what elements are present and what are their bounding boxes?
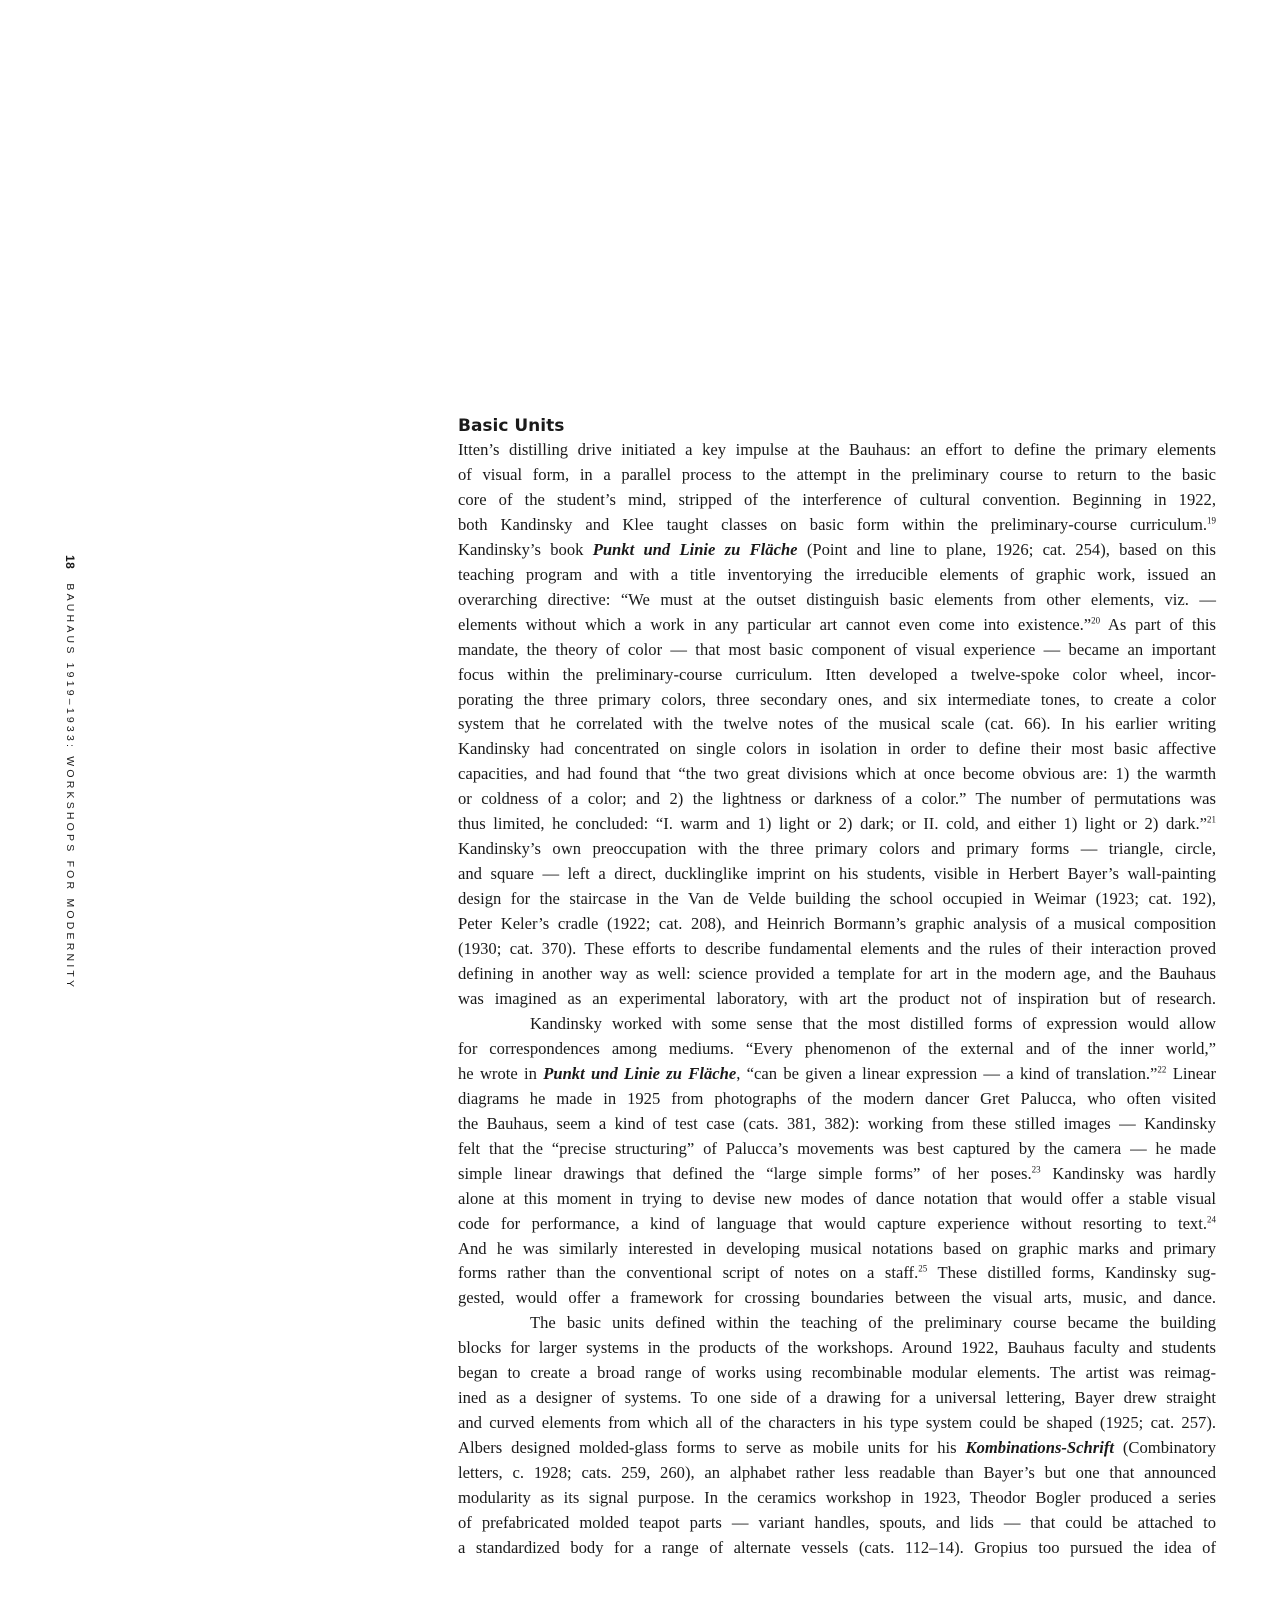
- text-line: gested, would offer a framework for crossing boundaries between the visual arts, music, and dance.: [458, 1288, 1216, 1308]
- text-fragment: elements without which a work in any particular art cannot even come into existence.”: [458, 614, 1092, 634]
- text-line: for correspondences among mediums. “Every phenomenon of the external and of the inner world,”: [458, 1038, 1216, 1058]
- text-line: of prefabricated molded teapot parts — variant handles, spouts, and lids — that could be attached to: [458, 1512, 1216, 1532]
- section-heading: Basic Units: [458, 416, 565, 436]
- text-line: Kandinsky had concentrated on single colors in isolation in order to define their most basic affective: [458, 739, 1216, 759]
- page-number: 18: [63, 555, 77, 570]
- text-line: [458, 1062, 1216, 1087]
- text-line: a standardized body for a range of alternate vessels (cats. 112–14). Gropius too pursued the idea of: [458, 1537, 1216, 1557]
- text-fragment: The basic units defined within the teaching of the preliminary course became the building: [530, 1313, 1216, 1333]
- text-line: overarching directive: “We must at the outset distinguish basic elements from other elements, viz. —: [458, 589, 1216, 609]
- text-fragment: simple linear drawings that defined the “large simple forms” of her poses.: [458, 1163, 1032, 1183]
- paragraph-1: [458, 438, 1216, 1012]
- text-line: system that he correlated with the twelve notes of the musical scale (cat. 66). In his earlier writing: [458, 714, 1216, 734]
- text-fragment: Kandinsky was hardly: [1040, 1163, 1216, 1183]
- text-line: teaching program and with a title inventorying the irreducible elements of graphic work, issued an: [458, 564, 1216, 584]
- footnote-ref: 25: [918, 1263, 928, 1274]
- text-line: letters, c. 1928; cats. 259, 260), an alphabet rather less readable than Bayer’s but one that announced: [458, 1463, 1216, 1483]
- text-line: the Bauhaus, seem a kind of test case (cats. 381, 382): working from these stilled images — Kandinsky: [458, 1113, 1216, 1133]
- text-line: diagrams he made in 1925 from photographs of the modern dancer Gret Palucca, who often visited: [458, 1088, 1216, 1108]
- book-title: Punkt und Linie zu Fläche: [592, 539, 798, 559]
- text-line: alone at this moment in trying to devise new modes of dance notation that would offer a stable visual: [458, 1188, 1216, 1208]
- text-line: design for the staircase in the Van de Velde building the school occupied in Weimar (1923; cat. 192),: [458, 889, 1216, 909]
- text-line: [458, 1436, 1216, 1461]
- text-line: core of the student’s mind, stripped of the interference of cultural convention. Beginning in 1922,: [458, 489, 1216, 509]
- running-head-title: BAUHAUS 1919–1933: WORKSHOPS FOR MODERNITY: [64, 583, 76, 991]
- text-line: defining in another way as well: science provided a template for art in the modern age, and the Bauhaus: [458, 964, 1216, 984]
- paragraph-3: [458, 1311, 1216, 1561]
- text-fragment: code for performance, a kind of language that would capture experience without resorting to text.: [458, 1213, 1207, 1233]
- text-fragment: forms rather than the conventional script of notes on a staff.: [458, 1263, 919, 1283]
- text-line: [458, 1261, 1216, 1286]
- text-line: porating the three primary colors, three secondary ones, and six intermediate tones, to create a color: [458, 689, 1216, 709]
- text-line: [458, 812, 1216, 837]
- text-line: [458, 538, 1216, 563]
- text-line: [458, 1012, 1216, 1037]
- text-fragment: both Kandinsky and Klee taught classes on basic form within the preliminary-course curriculum.: [458, 514, 1207, 534]
- text-fragment: These distilled forms, Kandinsky sug-: [927, 1263, 1216, 1283]
- text-fragment: Kandinsky’s book: [458, 539, 593, 559]
- text-line: [458, 513, 1216, 538]
- text-line: began to create a broad range of works using recombinable modular elements. The artist was reimag-: [458, 1363, 1216, 1383]
- text-fragment: , “can be given a linear expression — a kind of translation.”: [736, 1063, 1158, 1083]
- text-line: Itten’s distilling drive initiated a key impulse at the Bauhaus: an effort to define the primary elements: [458, 440, 1216, 459]
- text-line: ined as a designer of systems. To one side of a drawing for a universal lettering, Bayer drew straight: [458, 1388, 1216, 1408]
- work-title: Kombinations-Schrift: [965, 1438, 1114, 1458]
- text-fragment: (Combinatory: [1113, 1438, 1216, 1458]
- text-line: [458, 1212, 1216, 1237]
- text-fragment: Albers designed molded-glass forms to serve as mobile units for his: [458, 1438, 966, 1458]
- text-line: or coldness of a color; and 2) the lightness or darkness of a color.” The number of permutations was: [458, 789, 1216, 809]
- text-line: And he was similarly interested in developing musical notations based on graphic marks and primary: [458, 1238, 1216, 1258]
- article: [458, 414, 1216, 1561]
- text-fragment: Kandinsky worked with some sense that the most distilled forms of expression would allow: [530, 1013, 1216, 1033]
- book-title: Punkt und Linie zu Fläche: [543, 1063, 737, 1083]
- text-line: and square — left a direct, ducklinglike imprint on his students, visible in Herbert Bayer’s wall-painting: [458, 864, 1216, 884]
- running-head: [60, 555, 80, 991]
- paragraph-2: [458, 1012, 1216, 1311]
- text-line: Kandinsky’s own preoccupation with the three primary colors and primary forms — triangle, circle,: [458, 839, 1216, 859]
- footnote-ref: 22: [1157, 1064, 1167, 1075]
- footnote-ref: 21: [1207, 814, 1216, 825]
- text-line: [458, 1311, 1216, 1336]
- footnote-ref: 24: [1207, 1213, 1216, 1224]
- text-fragment: he wrote in: [458, 1063, 544, 1083]
- text-fragment: As part of this: [1100, 614, 1216, 634]
- text-fragment: thus limited, he concluded: “I. warm and 1) light or 2) dark; or II. cold, and either 1) light or 2) dark.”: [458, 814, 1207, 834]
- footnote-ref: 19: [1207, 515, 1216, 526]
- text-line: of visual form, in a parallel process to the attempt in the preliminary course to return to the basic: [458, 464, 1216, 484]
- text-line: mandate, the theory of color — that most basic component of visual experience — became an important: [458, 639, 1216, 659]
- text-line: was imagined as an experimental laboratory, with art the product not of inspiration but of research.: [458, 988, 1216, 1008]
- text-line: blocks for larger systems in the products of the workshops. Around 1922, Bauhaus faculty and students: [458, 1338, 1216, 1358]
- text-line: [458, 1162, 1216, 1187]
- footnote-ref: 23: [1031, 1163, 1041, 1174]
- footnote-ref: 20: [1091, 614, 1101, 625]
- text-line: felt that the “precise structuring” of Palucca’s movements was best captured by the camera — he made: [458, 1138, 1216, 1158]
- text-line: [458, 613, 1216, 638]
- text-line: (1930; cat. 370). These efforts to describe fundamental elements and the rules of their interaction proved: [458, 939, 1216, 959]
- text-line: capacities, and had found that “the two great divisions which at once become obvious are: 1) the warmth: [458, 764, 1216, 784]
- text-line: Peter Keler’s cradle (1922; cat. 208), and Heinrich Bormann’s graphic analysis of a musical composition: [458, 914, 1216, 934]
- text-fragment: (Point and line to plane, 1926; cat. 254), based on this: [797, 539, 1217, 559]
- text-line: modularity as its signal purpose. In the ceramics workshop in 1923, Theodor Bogler produced a series: [458, 1488, 1216, 1508]
- text-line: focus within the preliminary-course curriculum. Itten developed a twelve-spoke color wheel, incor-: [458, 664, 1216, 684]
- text-line: and curved elements from which all of the characters in his type system could be shaped (1925; cat. 257).: [458, 1413, 1216, 1433]
- text-fragment: Linear: [1166, 1063, 1216, 1083]
